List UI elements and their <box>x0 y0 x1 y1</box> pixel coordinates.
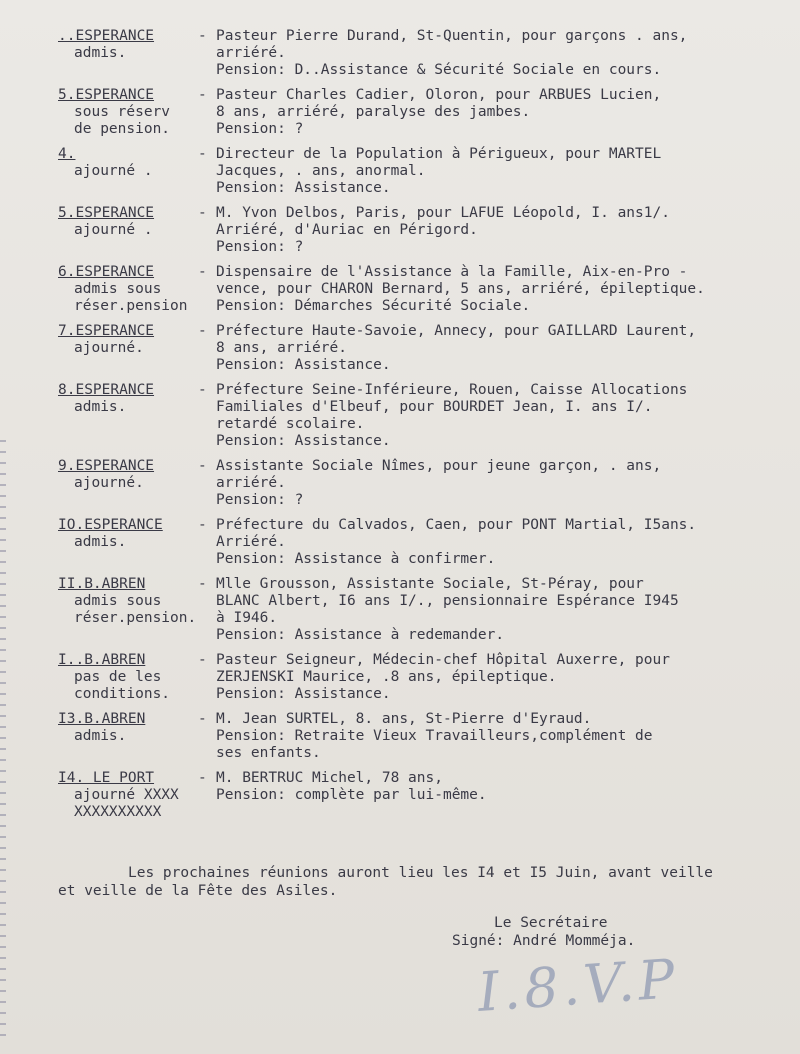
entry-row <box>58 576 788 644</box>
entry-text: Préfecture Seine-Inférieure, Rouen, Caisse Allocations Familiales d'Elbeuf, pour BOURDET Jean, I. ans I/. retardé scolaire. Pension: Assistance. <box>216 382 688 449</box>
entry-label <box>58 517 198 568</box>
entry-label <box>58 28 198 79</box>
entry-label <box>58 146 198 197</box>
entry-row <box>58 205 788 256</box>
entry-status: admis. <box>74 45 127 61</box>
entry-row <box>58 28 788 79</box>
entry-text: M. Jean SURTEL, 8. ans, St-Pierre d'Eyraud. Pension: Retraite Vieux Travailleurs,complément de ses enfants. <box>216 711 653 761</box>
closing-note: Les prochaines réunions auront lieu les I4 et I5 Juin, avant veille et veille de la Fête des Asiles. <box>58 865 713 899</box>
entry-number: 6.ESPERANCE <box>58 264 155 280</box>
entry-status: ajourné. <box>74 340 144 356</box>
entry-number: I4. LE PORT <box>58 770 155 786</box>
entry-dash: - <box>198 87 207 103</box>
entry-row <box>58 770 788 821</box>
entry-status: ajourné . <box>74 163 153 179</box>
entry-status: sous réserv de pension. <box>74 104 171 137</box>
entry-number: ..ESPERANCE <box>58 28 155 44</box>
entry-label <box>58 770 198 821</box>
entry-text: M. Yvon Delbos, Paris, pour LAFUE Léopold, I. ans1/. Arriéré, d'Auriac en Périgord. Pension: ? <box>216 205 670 255</box>
entry-dash: - <box>198 146 207 162</box>
entry-status: ajourné . <box>74 222 153 238</box>
entry-text: Directeur de la Population à Périgueux, pour MARTEL Jacques, . ans, anormal. Pension: Assistance. <box>216 146 662 196</box>
entry-dash: - <box>198 323 207 339</box>
entry-text: Préfecture du Calvados, Caen, pour PONT Martial, I5ans. Arriéré. Pension: Assistance à confirmer. <box>216 517 697 567</box>
entry-row <box>58 264 788 315</box>
entry-dash: - <box>198 264 207 280</box>
entry-text: Assistante Sociale Nîmes, pour jeune garçon, . ans, arriéré. Pension: ? <box>216 458 662 508</box>
entry-dash: - <box>198 382 207 398</box>
entry-text: Pasteur Charles Cadier, Oloron, pour ARBUES Lucien, 8 ans, arriéré, paralyse des jambes. Pension: ? <box>216 87 662 137</box>
entry-number: 4. <box>58 146 76 162</box>
entry-number: 8.ESPERANCE <box>58 382 155 398</box>
entry-row <box>58 458 788 509</box>
entry-dash: - <box>198 517 207 533</box>
entry-text: Pasteur Pierre Durand, St-Quentin, pour garçons . ans, arriéré. Pension: D..Assistance & Sécurité Sociale en cours. <box>216 28 688 78</box>
entry-label <box>58 205 198 256</box>
entry-dash: - <box>198 28 207 44</box>
entry-dash: - <box>198 770 207 786</box>
entry-row <box>58 652 788 703</box>
entry-dash: - <box>198 205 207 221</box>
entry-status: ajourné XXXX XXXXXXXXXX <box>74 787 179 820</box>
entry-label <box>58 87 198 138</box>
entry-number: 7.ESPERANCE <box>58 323 155 339</box>
entry-number: 5.ESPERANCE <box>58 87 155 103</box>
entry-label <box>58 652 198 703</box>
entry-dash: - <box>198 652 207 668</box>
perforation-edge <box>0 440 6 1040</box>
entry-number: IO.ESPERANCE <box>58 517 163 533</box>
handwritten-stamp: I.8.V.P <box>475 947 681 1024</box>
entry-status: admis. <box>74 728 127 744</box>
entry-number: I3.B.ABREN <box>58 711 146 727</box>
secretary-signature: Signé: André Momméja. <box>452 933 636 949</box>
entry-row <box>58 87 788 138</box>
entry-label <box>58 323 198 374</box>
entry-number: 5.ESPERANCE <box>58 205 155 221</box>
entry-text: M. BERTRUC Michel, 78 ans, Pension: complète par lui-même. <box>216 770 487 803</box>
entry-status: ajourné. <box>74 475 144 491</box>
entry-text: Dispensaire de l'Assistance à la Famille, Aix-en-Pro - vence, pour CHARON Bernard, 5 ans, arriéré, épileptique. Pension: Démarches Sécurité Sociale. <box>216 264 705 314</box>
entry-dash: - <box>198 711 207 727</box>
entry-text: Pasteur Seigneur, Médecin-chef Hôpital Auxerre, pour ZERJENSKI Maurice, .8 ans, épileptique. Pension: Assistance. <box>216 652 670 702</box>
secretary-title: Le Secrétaire <box>494 915 608 931</box>
entry-row <box>58 382 788 450</box>
entry-list <box>58 28 788 829</box>
entry-number: 9.ESPERANCE <box>58 458 155 474</box>
entry-row <box>58 711 788 762</box>
entry-dash: - <box>198 458 207 474</box>
entry-status: pas de les conditions. <box>74 669 171 702</box>
entry-label <box>58 264 198 315</box>
entry-text: Mlle Grousson, Assistante Sociale, St-Péray, pour BLANC Albert, I6 ans I/., pensionnaire Espérance I945 à I946. Pension: Assistance à redemander. <box>216 576 679 643</box>
entry-row <box>58 146 788 197</box>
entry-label <box>58 576 198 644</box>
entry-row <box>58 517 788 568</box>
entry-label <box>58 458 198 509</box>
entry-label <box>58 711 198 762</box>
entry-number: II.B.ABREN <box>58 576 146 592</box>
entry-dash: - <box>198 576 207 592</box>
entry-row <box>58 323 788 374</box>
entry-status: admis sous réser.pension <box>74 281 188 314</box>
entry-label <box>58 382 198 450</box>
entry-status: admis sous réser.pension. <box>74 593 197 626</box>
entry-status: admis. <box>74 399 127 415</box>
entry-text: Préfecture Haute-Savoie, Annecy, pour GAILLARD Laurent, 8 ans, arriéré. Pension: Assistance. <box>216 323 697 373</box>
entry-status: admis. <box>74 534 127 550</box>
entry-number: I..B.ABREN <box>58 652 146 668</box>
signature-block <box>452 914 635 950</box>
